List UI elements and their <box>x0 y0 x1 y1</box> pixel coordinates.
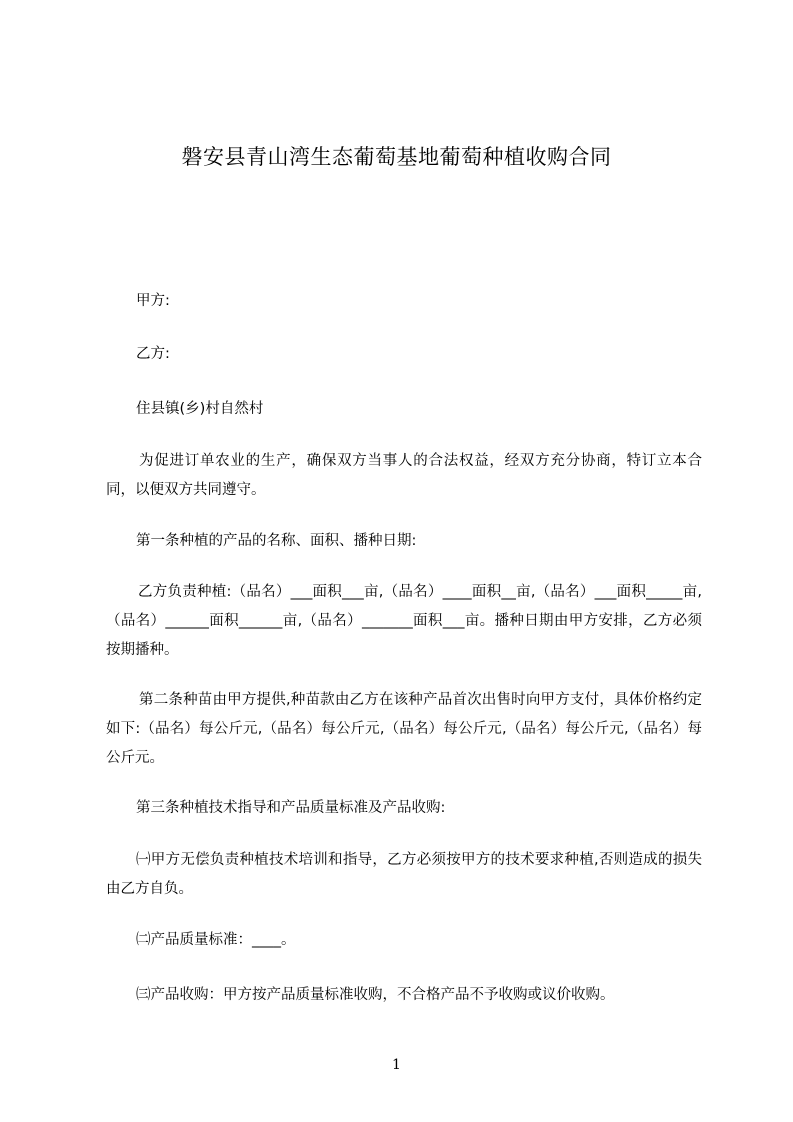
article1-body: 乙方负责种植:（品名）___面积___亩,（品名）____面积__亩,（品名）___面积_____亩,（品名）______面积______亩,（品名）_______面积___亩。播种日期由甲方安排，乙方必须按期播种。 <box>106 584 702 658</box>
article3-item2: ㈡产品质量标准：____。 <box>136 932 296 948</box>
party-b-line: 乙方: <box>136 346 170 362</box>
article3-item3: ㈢产品收购：甲方按产品质量标准收购，不合格产品不予收购或议价收购。 <box>136 987 615 1003</box>
address-line: 住县镇(乡)村自然村 <box>136 401 264 417</box>
party-a-line: 甲方: <box>136 293 170 309</box>
article3-item1: ㈠甲方无偿负责种植技术培训和指导，乙方必须按甲方的技术要求种植,否则造成的损失由乙方自负。 <box>106 852 702 897</box>
article3-heading: 第三条种植技术指导和产品质量标准及产品收购: <box>136 800 446 816</box>
preamble-paragraph: 为促进订单农业的生产，确保双方当事人的合法权益，经双方充分协商，特订立本合同，以便双方共同遵守。 <box>106 453 702 498</box>
article1-heading: 第一条种植的产品的名称、面积、播种日期: <box>136 533 417 549</box>
document-title: 磐安县青山湾生态葡萄基地葡萄种植收购合同 <box>181 145 612 169</box>
article2-body: 第二条种苗由甲方提供,种苗款由乙方在该种产品首次出售时向甲方支付，具体价格约定如下:（品名）每公斤元,（品名）每公斤元,（品名）每公斤元,（品名）每公斤元,（品名）每公斤元。 <box>106 692 702 766</box>
page-number: 1 <box>392 1057 401 1073</box>
